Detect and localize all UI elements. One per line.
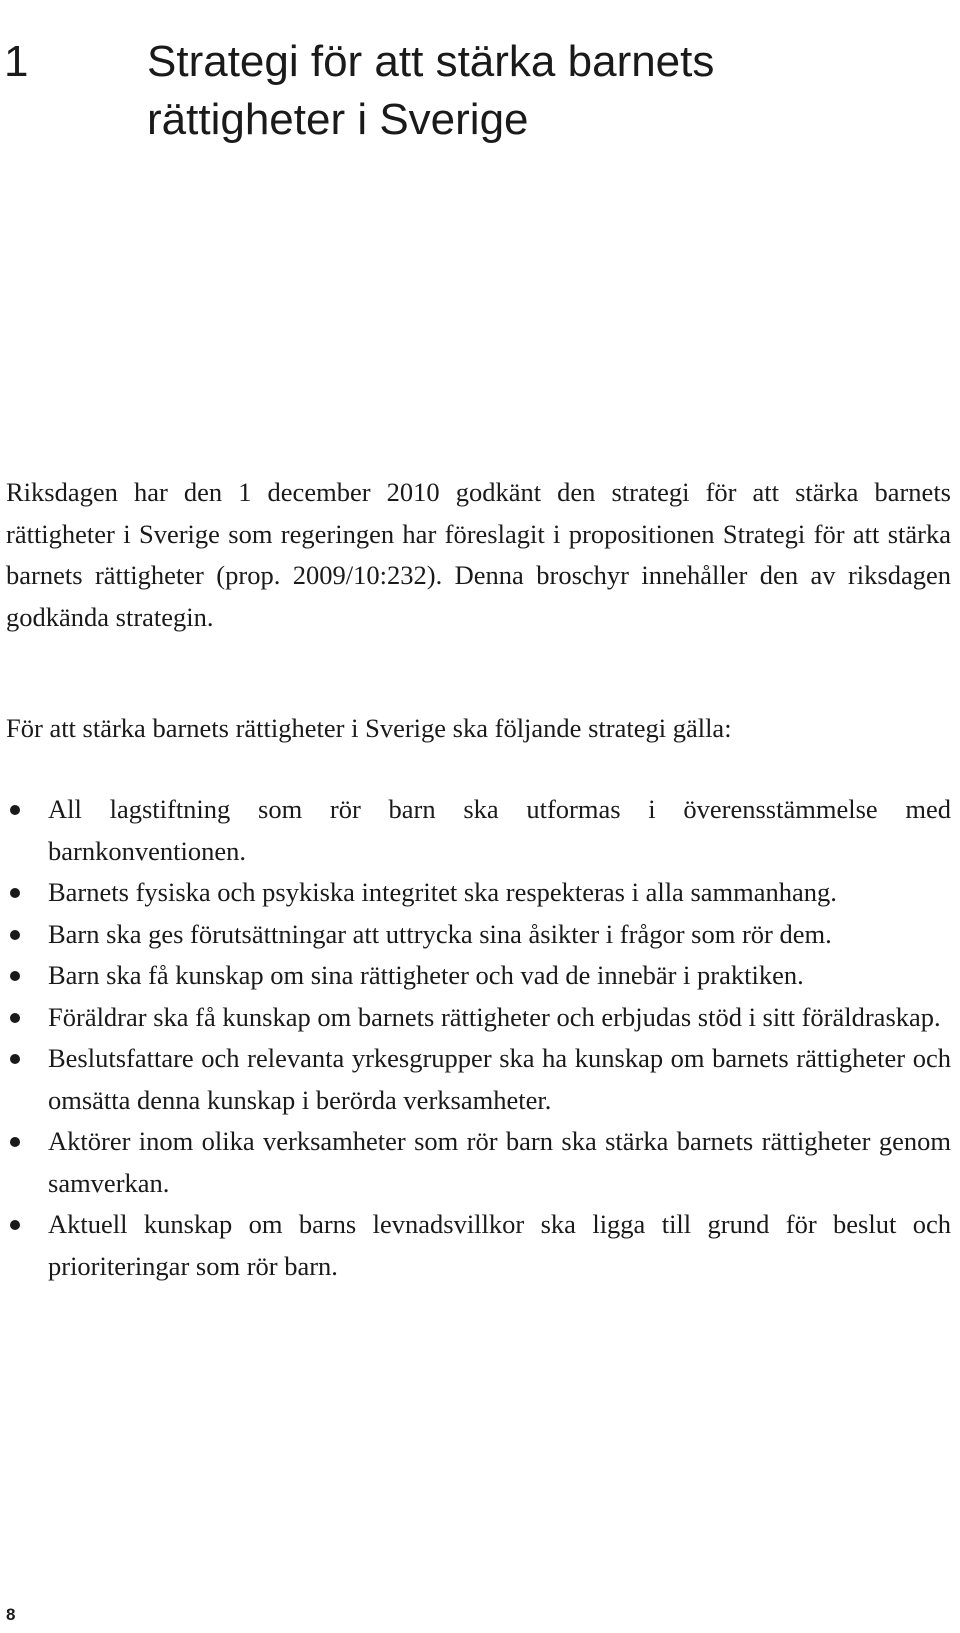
chapter-number: 1 — [4, 37, 29, 87]
page-number: 8 — [6, 1605, 16, 1624]
list-item-text: Barn ska ges förutsättningar att uttrycka sina åsikter i frågor som rör dem. — [48, 918, 832, 949]
list-item-text: All lagstiftning som rör barn ska utformas i överensstämmelse med barnkonventionen. — [48, 794, 951, 866]
list-item — [6, 872, 951, 914]
list-item-text: Barnets fysiska och psykiska integritet ska respekteras i alla sammanhang. — [48, 877, 837, 907]
bullet-icon — [10, 930, 20, 940]
list-item-text: Beslutsfattare och relevanta yrkesgrupper ska ha kunskap om barnets rättigheter och omsätta denna kunskap i berörda verksamheter. — [48, 1043, 951, 1115]
list-item — [6, 997, 951, 1039]
list-item — [6, 1121, 951, 1204]
bullet-icon — [10, 805, 20, 815]
chapter-heading — [4, 33, 954, 149]
list-item — [6, 914, 951, 956]
bullet-icon — [10, 1220, 20, 1230]
chapter-title: Strategi för att stärka barnets rättigheter i Sverige — [147, 37, 715, 145]
bullet-icon — [10, 888, 20, 898]
list-item-text: Aktörer inom olika verksamheter som rör barn ska stärka barnets rättigheter genom samverkan. — [48, 1126, 951, 1198]
list-item — [6, 789, 951, 872]
list-item-text: Barn ska få kunskap om sina rättigheter och vad de innebär i praktiken. — [48, 960, 804, 990]
bullet-icon — [10, 1013, 20, 1023]
strategy-bullet-list — [6, 789, 951, 1287]
intro-paragraph: Riksdagen har den 1 december 2010 godkänt den strategi för att stärka barnets rättigheter i Sverige som regeringen har föreslagit i propositionen Strategi för att stärka barnets rättigheter (prop. 2009/10:232). Denna broschyr innehåller den av riksdagen godkända strategin. — [6, 477, 951, 632]
lead-paragraph: För att stärka barnets rättigheter i Sverige ska följande strategi gälla: — [6, 713, 732, 743]
list-item-text: Föräldrar ska få kunskap om barnets rättigheter och erbjudas stöd i sitt föräldraskap. — [48, 1001, 941, 1032]
bullet-icon — [10, 1054, 20, 1064]
list-item — [6, 1204, 951, 1287]
list-item-text: Aktuell kunskap om barns levnadsvillkor ska ligga till grund för beslut och prioriteringar som rör barn. — [48, 1209, 951, 1281]
bullet-icon — [10, 1137, 20, 1147]
list-item — [6, 1038, 951, 1121]
bullet-icon — [10, 971, 20, 981]
list-item — [6, 955, 951, 997]
